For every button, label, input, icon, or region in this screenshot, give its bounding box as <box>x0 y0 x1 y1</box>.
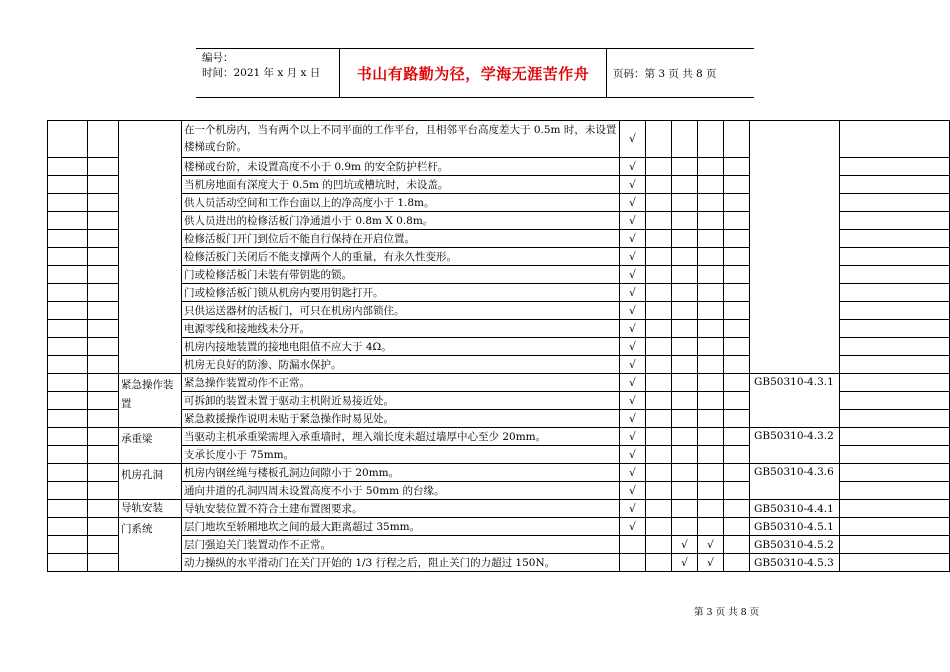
check-mark: √ <box>620 464 646 482</box>
cell-empty <box>48 374 88 392</box>
cell-empty <box>88 284 119 302</box>
check-mark: √ <box>620 356 646 374</box>
cell-empty <box>646 554 672 572</box>
cell-empty <box>724 392 750 410</box>
category-emergency-operation: 紧急操作装置 <box>119 374 182 428</box>
item-text: 层门地坎至轿厢地坎之间的最大距离超过 35mm。 <box>182 518 620 536</box>
cell-empty <box>88 158 119 176</box>
cell-empty <box>840 392 950 410</box>
standard-reference: GB50310-4.5.3 <box>750 554 840 572</box>
document-date: 时间：2021 年 x 月 x 日 <box>202 67 321 79</box>
cell-empty <box>88 230 119 248</box>
cell-empty <box>698 392 724 410</box>
cell-empty <box>48 230 88 248</box>
check-mark: √ <box>672 536 698 554</box>
cell-empty <box>672 230 698 248</box>
cell-empty <box>646 284 672 302</box>
item-text: 动力操纵的水平滑动门在关门开始的 1/3 行程之后，阻止关门的力超过 150N。 <box>182 554 620 572</box>
cell-empty <box>88 518 119 536</box>
cell-empty <box>840 518 950 536</box>
cell-empty <box>698 284 724 302</box>
cell-empty <box>672 176 698 194</box>
cell-empty <box>48 176 88 194</box>
standard-reference: GB50310-4.3.6 <box>750 464 840 500</box>
cell-empty <box>672 482 698 500</box>
cell-empty <box>840 356 950 374</box>
item-text: 检修活板门开门到位后不能自行保持在开启位置。 <box>182 230 620 248</box>
cell-empty <box>840 428 950 446</box>
item-text: 机房无良好的防渗、防漏水保护。 <box>182 356 620 374</box>
cell-empty <box>840 536 950 554</box>
item-text: 层门强迫关门装置动作不正常。 <box>182 536 620 554</box>
item-text: 楼梯或台阶，未设置高度不小于 0.9m 的安全防护栏杆。 <box>182 158 620 176</box>
cell-empty <box>840 554 950 572</box>
cell-empty <box>698 446 724 464</box>
cell-empty <box>646 338 672 356</box>
item-text: 供人员进出的检修活板门净通道小于 0.8m X 0.8m。 <box>182 212 620 230</box>
cell-empty <box>840 230 950 248</box>
standard-reference: GB50310-4.4.1 <box>750 500 840 518</box>
cell-empty <box>840 248 950 266</box>
cell-empty <box>724 356 750 374</box>
cell-empty <box>672 518 698 536</box>
check-mark: √ <box>698 554 724 572</box>
item-text: 电源零线和接地线未分开。 <box>182 320 620 338</box>
item-text: 通向井道的孔洞四周未设置高度不小于 50mm 的台缘。 <box>182 482 620 500</box>
cell-empty <box>698 302 724 320</box>
item-text: 当驱动主机承重梁需埋入承重墙时，埋入端长度未超过墙厚中心至少 20mm。 <box>182 428 620 446</box>
cell-empty <box>698 248 724 266</box>
cell-empty <box>88 302 119 320</box>
cell-empty <box>724 518 750 536</box>
cell-empty <box>646 230 672 248</box>
cell-empty <box>48 482 88 500</box>
cell-empty <box>724 482 750 500</box>
cell-empty <box>48 554 88 572</box>
cell-empty <box>672 428 698 446</box>
cell-empty <box>88 482 119 500</box>
cell-empty <box>646 536 672 554</box>
cell-empty <box>48 446 88 464</box>
cell-empty <box>88 428 119 446</box>
cell-empty <box>48 194 88 212</box>
table-row <box>48 374 950 392</box>
cell-empty <box>672 194 698 212</box>
cell-empty <box>48 121 88 158</box>
cell-empty <box>724 428 750 446</box>
cell-empty <box>724 464 750 482</box>
cell-empty <box>48 392 88 410</box>
cell-empty <box>48 464 88 482</box>
cell-empty <box>724 554 750 572</box>
item-text: 机房内接地装置的接地电阻值不应大于 4Ω。 <box>182 338 620 356</box>
cell-empty <box>840 284 950 302</box>
cell-empty <box>724 446 750 464</box>
item-text: 机房内钢丝绳与楼板孔洞边间隙小于 20mm。 <box>182 464 620 482</box>
item-text: 供人员活动空间和工作台面以上的净高度小于 1.8m。 <box>182 194 620 212</box>
cell-empty <box>698 176 724 194</box>
item-text: 门或检修活板门锁从机房内要用钥匙打开。 <box>182 284 620 302</box>
cell-empty <box>672 500 698 518</box>
table-row <box>48 500 950 518</box>
cell-empty <box>840 212 950 230</box>
cell-empty <box>88 410 119 428</box>
check-mark: √ <box>620 500 646 518</box>
cell-empty <box>620 554 646 572</box>
cell-empty <box>646 500 672 518</box>
cell-empty <box>646 356 672 374</box>
cell-empty <box>724 194 750 212</box>
cell-empty <box>48 338 88 356</box>
cell-empty <box>48 320 88 338</box>
cell-empty <box>698 338 724 356</box>
cell-empty <box>840 302 950 320</box>
cell-empty <box>724 536 750 554</box>
cell-empty <box>672 338 698 356</box>
cell-empty <box>724 500 750 518</box>
cell-empty <box>840 338 950 356</box>
cell-empty <box>646 320 672 338</box>
standard-reference: GB50310-4.5.2 <box>750 536 840 554</box>
inspection-table <box>47 120 950 572</box>
standard-reference: GB50310-4.5.1 <box>750 518 840 536</box>
check-mark: √ <box>620 338 646 356</box>
cell-empty <box>88 338 119 356</box>
cell-empty <box>698 428 724 446</box>
cell-empty <box>840 194 950 212</box>
cell-empty <box>698 374 724 392</box>
cell-empty <box>646 158 672 176</box>
cell-empty <box>646 446 672 464</box>
check-mark: √ <box>620 158 646 176</box>
check-mark: √ <box>672 554 698 572</box>
cell-empty <box>724 302 750 320</box>
check-mark: √ <box>620 176 646 194</box>
cell-empty <box>88 500 119 518</box>
header-page-number: 页码：第 3 页 共 8 页 <box>613 67 717 80</box>
check-mark: √ <box>620 266 646 284</box>
category-door-system: 门系统 <box>119 518 182 572</box>
category-rail-installation: 导轨安装 <box>119 500 182 518</box>
cell-empty <box>48 248 88 266</box>
check-mark: √ <box>620 230 646 248</box>
item-text: 可拆卸的装置未置于驱动主机附近易接近处。 <box>182 392 620 410</box>
cell-empty <box>48 518 88 536</box>
cell-empty <box>646 374 672 392</box>
cell-empty <box>88 212 119 230</box>
cell-empty <box>88 248 119 266</box>
cell-empty <box>88 392 119 410</box>
cell-empty <box>646 121 672 158</box>
item-text: 紧急操作装置动作不正常。 <box>182 374 620 392</box>
cell-empty <box>646 212 672 230</box>
cell-empty <box>88 266 119 284</box>
cell-empty <box>672 284 698 302</box>
cell-empty <box>840 121 950 158</box>
check-mark: √ <box>620 121 646 158</box>
item-text: 检修活板门关闭后不能支撑两个人的重量，有永久性变形。 <box>182 248 620 266</box>
cell-empty <box>698 320 724 338</box>
cell-empty <box>48 212 88 230</box>
page-header <box>196 48 754 98</box>
cell-empty <box>646 248 672 266</box>
cell-empty <box>88 446 119 464</box>
cell-empty <box>48 536 88 554</box>
cell-empty <box>646 176 672 194</box>
cell-empty <box>698 518 724 536</box>
cell-standard-continued <box>750 121 840 374</box>
standard-reference: GB50310-4.3.1 <box>750 374 840 428</box>
page-footer: 第 3 页 共 8 页 <box>694 607 760 618</box>
cell-empty <box>698 230 724 248</box>
check-mark: √ <box>620 428 646 446</box>
check-mark: √ <box>620 482 646 500</box>
cell-empty <box>724 374 750 392</box>
table-row <box>48 536 950 554</box>
cell-empty <box>672 158 698 176</box>
cell-empty <box>698 194 724 212</box>
cell-empty <box>88 374 119 392</box>
table-row <box>48 121 950 158</box>
cell-category-continued <box>119 121 182 374</box>
cell-empty <box>672 320 698 338</box>
cell-empty <box>88 554 119 572</box>
cell-empty <box>48 266 88 284</box>
cell-empty <box>672 302 698 320</box>
cell-empty <box>724 410 750 428</box>
category-bearing-beam: 承重梁 <box>119 428 182 464</box>
item-text: 在一个机房内，当有两个以上不同平面的工作平台，且相邻平台高度差大于 0.5m 时，未设置楼梯或台阶。 <box>182 121 620 158</box>
cell-empty <box>48 410 88 428</box>
cell-empty <box>88 121 119 158</box>
check-mark: √ <box>620 320 646 338</box>
cell-empty <box>724 284 750 302</box>
check-mark: √ <box>620 410 646 428</box>
cell-empty <box>698 356 724 374</box>
cell-empty <box>840 482 950 500</box>
cell-empty <box>840 410 950 428</box>
cell-empty <box>672 266 698 284</box>
cell-empty <box>840 374 950 392</box>
cell-empty <box>646 392 672 410</box>
cell-empty <box>48 428 88 446</box>
cell-empty <box>646 194 672 212</box>
cell-empty <box>672 446 698 464</box>
cell-empty <box>698 212 724 230</box>
cell-empty <box>840 500 950 518</box>
cell-empty <box>646 482 672 500</box>
check-mark: √ <box>620 302 646 320</box>
cell-empty <box>48 302 88 320</box>
check-mark: √ <box>620 518 646 536</box>
document-number: 编号： <box>202 52 234 64</box>
cell-empty <box>88 536 119 554</box>
check-mark: √ <box>620 284 646 302</box>
cell-empty <box>672 248 698 266</box>
cell-empty <box>88 320 119 338</box>
item-text: 紧急救援操作说明未贴于紧急操作时易见处。 <box>182 410 620 428</box>
check-mark: √ <box>620 194 646 212</box>
check-mark: √ <box>620 248 646 266</box>
cell-empty <box>88 176 119 194</box>
check-mark: √ <box>698 536 724 554</box>
item-text: 门或检修活板门未装有带钥匙的锁。 <box>182 266 620 284</box>
cell-empty <box>672 212 698 230</box>
cell-empty <box>48 500 88 518</box>
header-meta <box>196 49 340 97</box>
table-row <box>48 554 950 572</box>
cell-empty <box>840 320 950 338</box>
cell-empty <box>672 121 698 158</box>
cell-empty <box>840 176 950 194</box>
item-text: 支承长度小于 75mm。 <box>182 446 620 464</box>
cell-empty <box>698 464 724 482</box>
cell-empty <box>724 212 750 230</box>
cell-empty <box>698 158 724 176</box>
table-row <box>48 518 950 536</box>
cell-empty <box>48 356 88 374</box>
check-mark: √ <box>620 446 646 464</box>
check-mark: √ <box>620 392 646 410</box>
cell-empty <box>88 464 119 482</box>
cell-empty <box>672 410 698 428</box>
cell-empty <box>672 374 698 392</box>
table-row <box>48 428 950 446</box>
cell-empty <box>698 482 724 500</box>
cell-empty <box>88 194 119 212</box>
cell-empty <box>672 392 698 410</box>
cell-empty <box>646 428 672 446</box>
cell-empty <box>724 320 750 338</box>
cell-empty <box>724 230 750 248</box>
item-text: 当机房地面有深度大于 0.5m 的凹坑或槽坑时，未设盖。 <box>182 176 620 194</box>
cell-empty <box>698 500 724 518</box>
cell-empty <box>672 464 698 482</box>
cell-empty <box>698 410 724 428</box>
cell-empty <box>672 356 698 374</box>
check-mark: √ <box>620 374 646 392</box>
cell-empty <box>646 410 672 428</box>
cell-empty <box>646 266 672 284</box>
cell-empty <box>646 518 672 536</box>
cell-empty <box>724 158 750 176</box>
cell-empty <box>646 464 672 482</box>
cell-empty <box>840 464 950 482</box>
category-machine-room-hole: 机房孔洞 <box>119 464 182 500</box>
item-text: 导轨安装位置不符合土建布置图要求。 <box>182 500 620 518</box>
cell-empty <box>724 121 750 158</box>
cell-empty <box>620 536 646 554</box>
cell-empty <box>724 248 750 266</box>
cell-empty <box>840 158 950 176</box>
cell-empty <box>724 338 750 356</box>
cell-empty <box>698 121 724 158</box>
cell-empty <box>698 266 724 284</box>
check-mark: √ <box>620 212 646 230</box>
cell-empty <box>646 302 672 320</box>
cell-empty <box>840 446 950 464</box>
cell-empty <box>724 176 750 194</box>
item-text: 只供运送器材的活板门，可只在机房内部锁住。 <box>182 302 620 320</box>
cell-empty <box>840 266 950 284</box>
cell-empty <box>48 158 88 176</box>
header-motto: 书山有路勤为径，学海无涯苦作舟 <box>340 49 607 97</box>
cell-empty <box>48 284 88 302</box>
standard-reference: GB50310-4.3.2 <box>750 428 840 464</box>
cell-empty <box>724 266 750 284</box>
cell-empty <box>88 356 119 374</box>
table-row <box>48 464 950 482</box>
